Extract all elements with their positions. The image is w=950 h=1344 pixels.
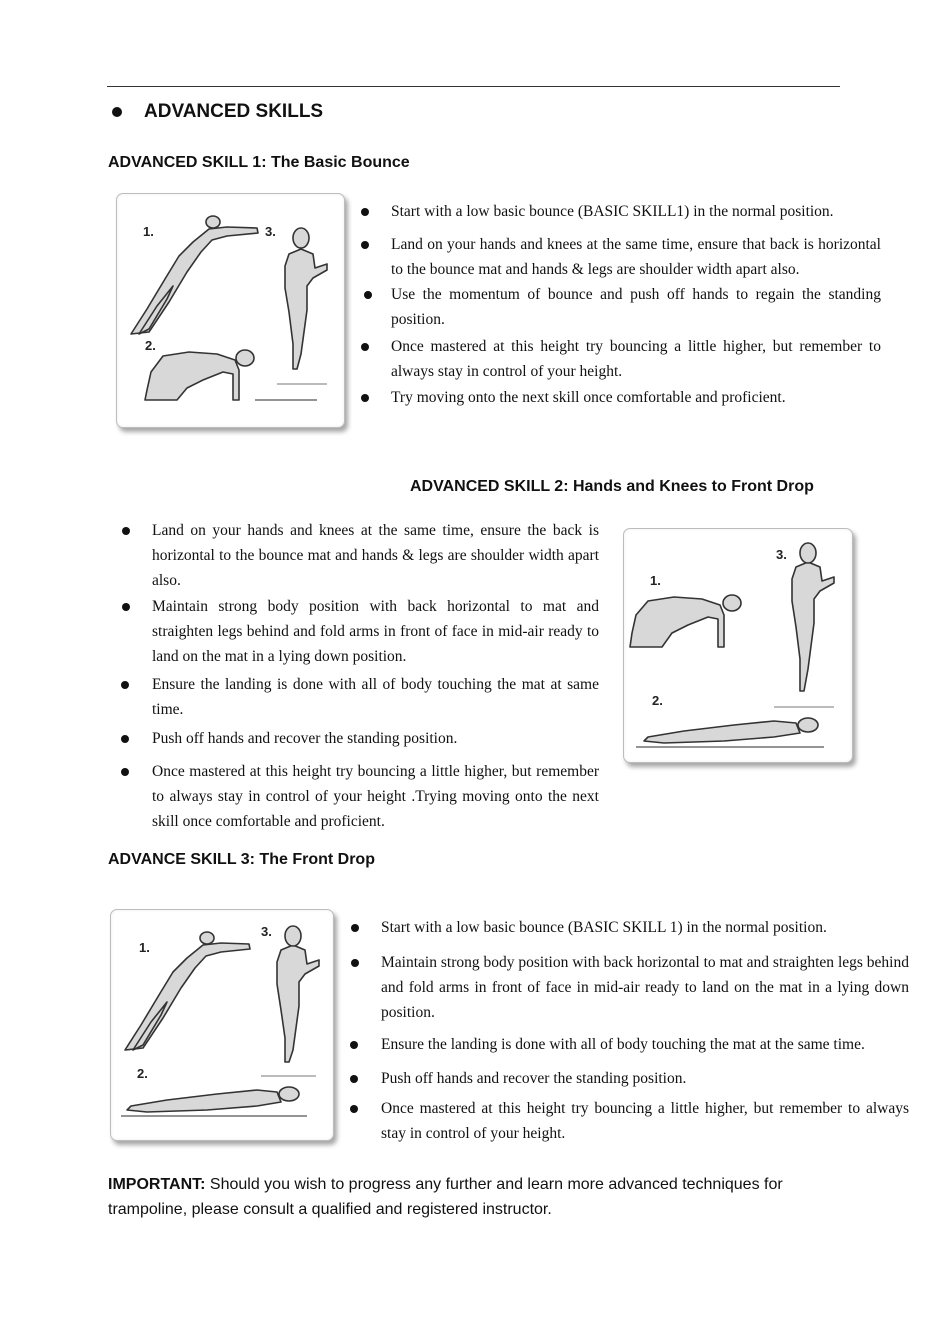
bullet-icon bbox=[364, 291, 372, 299]
bullet-icon bbox=[350, 1075, 358, 1083]
skill3-title: ADVANCE SKILL 3: The Front Drop bbox=[108, 851, 375, 868]
bullet-icon bbox=[351, 924, 359, 932]
section-heading bbox=[108, 101, 323, 123]
fig-label-3: 3. bbox=[261, 924, 272, 939]
skill2-illustration bbox=[623, 528, 853, 763]
list-item: Push off hands and recover the standing position. bbox=[152, 726, 599, 751]
list-item: Maintain strong body position with back horizontal to mat and straighten legs behind and fold arms in front of face in mid-air ready to land on the mat in a lying down position. bbox=[152, 594, 599, 669]
list-item: Push off hands and recover the standing position. bbox=[381, 1066, 909, 1091]
fig-label-1: 1. bbox=[650, 573, 661, 588]
bullet-icon bbox=[121, 735, 129, 743]
bullet-icon bbox=[121, 768, 129, 776]
skill1-bullets bbox=[391, 199, 881, 410]
skill2-title: ADVANCED SKILL 2: Hands and Knees to Front Drop bbox=[410, 478, 814, 495]
skill1-illustration bbox=[116, 193, 345, 428]
bullet-icon bbox=[121, 681, 129, 689]
fig-label-3: 3. bbox=[265, 224, 276, 239]
fig-label-3: 3. bbox=[776, 547, 787, 562]
list-item: Land on your hands and knees at the same time, ensure the back is horizontal to the bounce mat and hands & legs are shoulder width apart also. bbox=[152, 518, 599, 593]
fig-label-2: 2. bbox=[652, 693, 663, 708]
bullet-icon bbox=[351, 959, 359, 967]
header-rule bbox=[107, 86, 840, 87]
list-item: Once mastered at this height try bouncing a little higher, but remember to always stay in control of your height. bbox=[391, 334, 881, 384]
list-item: Land on your hands and knees at the same time, ensure that back is horizontal to the bounce mat and hands & legs are shoulder width apart also. bbox=[391, 232, 881, 282]
bullet-icon bbox=[350, 1105, 358, 1113]
list-item: Use the momentum of bounce and push off hands to regain the standing position. bbox=[391, 282, 881, 332]
front-drop-figure-icon bbox=[111, 910, 333, 1140]
fig-label-1: 1. bbox=[139, 940, 150, 955]
bullet-icon bbox=[361, 343, 369, 351]
skill2-bullets bbox=[152, 518, 599, 834]
bullet-icon bbox=[122, 603, 130, 611]
list-item: Try moving onto the next skill once comfortable and proficient. bbox=[391, 385, 881, 410]
list-item: Start with a low basic bounce (BASIC SKILL1) in the normal position. bbox=[391, 199, 881, 224]
skill3-illustration bbox=[110, 909, 334, 1141]
skill1-title: ADVANCED SKILL 1: The Basic Bounce bbox=[108, 154, 410, 171]
important-label: IMPORTANT: bbox=[108, 1176, 206, 1193]
important-note bbox=[108, 1172, 848, 1222]
bullet-icon bbox=[350, 1041, 358, 1049]
bullet-icon bbox=[361, 394, 369, 402]
fig-label-1: 1. bbox=[143, 224, 154, 239]
bullet-icon bbox=[361, 208, 369, 216]
list-item: Once mastered at this height try bouncing a little higher, but remember to always stay in control of your height .Trying moving onto the next skill once comfortable and proficient. bbox=[152, 759, 599, 834]
hands-knees-front-drop-figure-icon bbox=[624, 529, 852, 762]
basic-bounce-figure-icon bbox=[117, 194, 344, 427]
bullet-icon bbox=[361, 241, 369, 249]
section-title: ADVANCED SKILLS bbox=[144, 101, 324, 122]
skill3-bullets bbox=[381, 915, 909, 1146]
fig-label-2: 2. bbox=[137, 1066, 148, 1081]
list-item: Ensure the landing is done with all of body touching the mat at the same time. bbox=[381, 1032, 909, 1057]
list-item: Maintain strong body position with back horizontal to mat and straighten legs behind and fold arms in front of face in mid-air ready to land on the mat in a lying down position. bbox=[381, 950, 909, 1025]
bullet-icon bbox=[122, 527, 130, 535]
list-item: Ensure the landing is done with all of body touching the mat at same time. bbox=[152, 672, 599, 722]
bullet-icon bbox=[112, 107, 122, 117]
fig-label-2: 2. bbox=[145, 338, 156, 353]
list-item: Once mastered at this height try bouncing a little higher, but remember to always stay in control of your height. bbox=[381, 1096, 909, 1146]
important-text: Should you wish to progress any further and learn more advanced techniques for trampoline, please consult a qualified and registered instructor. bbox=[108, 1176, 783, 1218]
list-item: Start with a low basic bounce (BASIC SKILL 1) in the normal position. bbox=[381, 915, 909, 940]
